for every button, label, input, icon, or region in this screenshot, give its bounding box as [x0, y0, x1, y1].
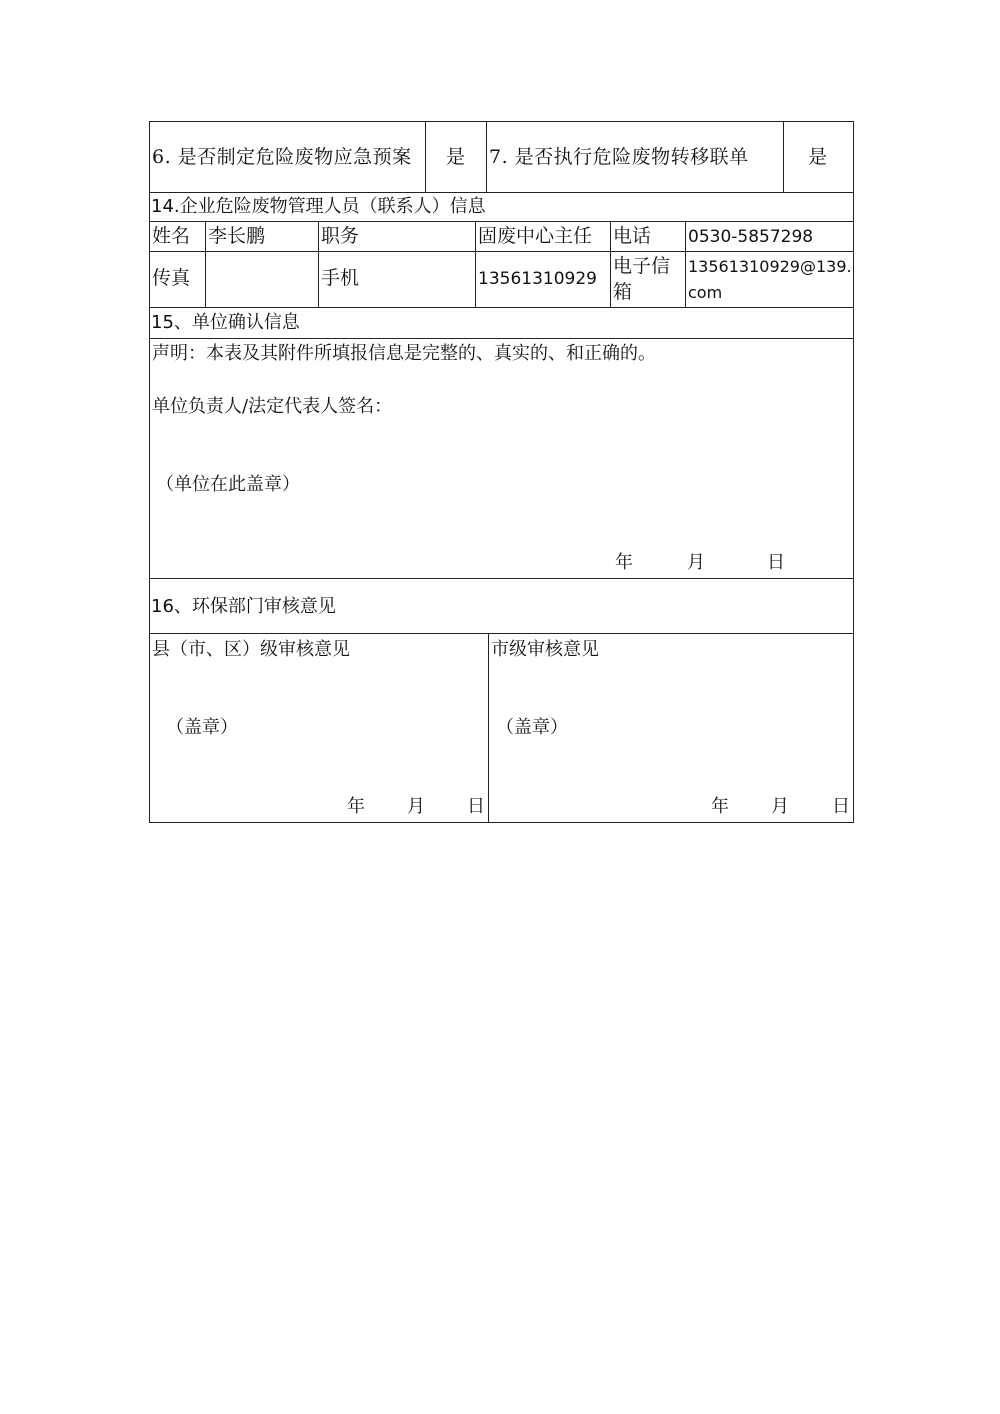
county-date-day: 日 — [467, 796, 485, 817]
email-label-line2: 箱 — [613, 281, 633, 303]
date-year: 年 — [615, 552, 633, 573]
row-divider — [149, 221, 854, 222]
county-date-year: 年 — [347, 796, 365, 817]
row-divider — [149, 633, 854, 634]
col-divider — [205, 221, 206, 307]
row-divider — [149, 307, 854, 308]
row-divider — [149, 251, 854, 252]
q6-answer: 是 — [446, 146, 466, 168]
city-review-label: 市级审核意见 — [491, 639, 599, 660]
statement-text: 声明：本表及其附件所填报信息是完整的、真实的、和正确的。 — [152, 343, 656, 364]
section16-title: 16、环保部门审核意见 — [151, 596, 336, 617]
col-divider — [486, 121, 487, 192]
col-divider — [475, 221, 476, 307]
signature-label: 单位负责人/法定代表人签名： — [152, 396, 393, 417]
position-value: 固废中心主任 — [478, 225, 593, 247]
mobile-value: 13561310929 — [478, 269, 597, 289]
date-month: 月 — [687, 552, 705, 573]
phone-value: 0530-5857298 — [688, 227, 814, 247]
seal-note: （单位在此盖章） — [156, 474, 300, 495]
section15-title: 15、单位确认信息 — [151, 312, 300, 333]
city-date-month: 月 — [771, 796, 789, 817]
name-label: 姓名 — [152, 225, 191, 247]
q7-label: 7. 是否执行危险废物转移联单 — [489, 146, 749, 168]
city-date-year: 年 — [711, 796, 729, 817]
email-value-line2: com — [688, 283, 723, 302]
fax-label: 传真 — [152, 267, 191, 289]
q6-label: 6. 是否制定危险废物应急预案 — [152, 146, 412, 168]
col-divider — [318, 221, 319, 307]
county-seal: （盖章） — [166, 717, 238, 738]
q7-answer: 是 — [808, 146, 828, 168]
col-divider — [488, 633, 489, 823]
email-label-line1: 电子信 — [613, 255, 671, 277]
col-divider — [610, 221, 611, 307]
city-seal: （盖章） — [496, 717, 568, 738]
email-value-line1: 13561310929@139. — [688, 257, 852, 276]
mobile-label: 手机 — [321, 267, 360, 289]
county-review-label: 县（市、区）级审核意见 — [152, 639, 350, 660]
row-divider — [149, 192, 854, 193]
section14-title: 14.企业危险废物管理人员（联系人）信息 — [151, 196, 486, 217]
col-divider — [783, 121, 784, 192]
row-divider — [149, 338, 854, 339]
row-divider — [149, 578, 854, 579]
city-date-day: 日 — [832, 796, 850, 817]
position-label: 职务 — [321, 225, 360, 247]
col-divider — [425, 121, 426, 192]
col-divider — [685, 221, 686, 307]
name-value: 李长鹏 — [208, 225, 266, 247]
county-date-month: 月 — [407, 796, 425, 817]
date-day: 日 — [767, 552, 785, 573]
phone-label: 电话 — [613, 225, 652, 247]
